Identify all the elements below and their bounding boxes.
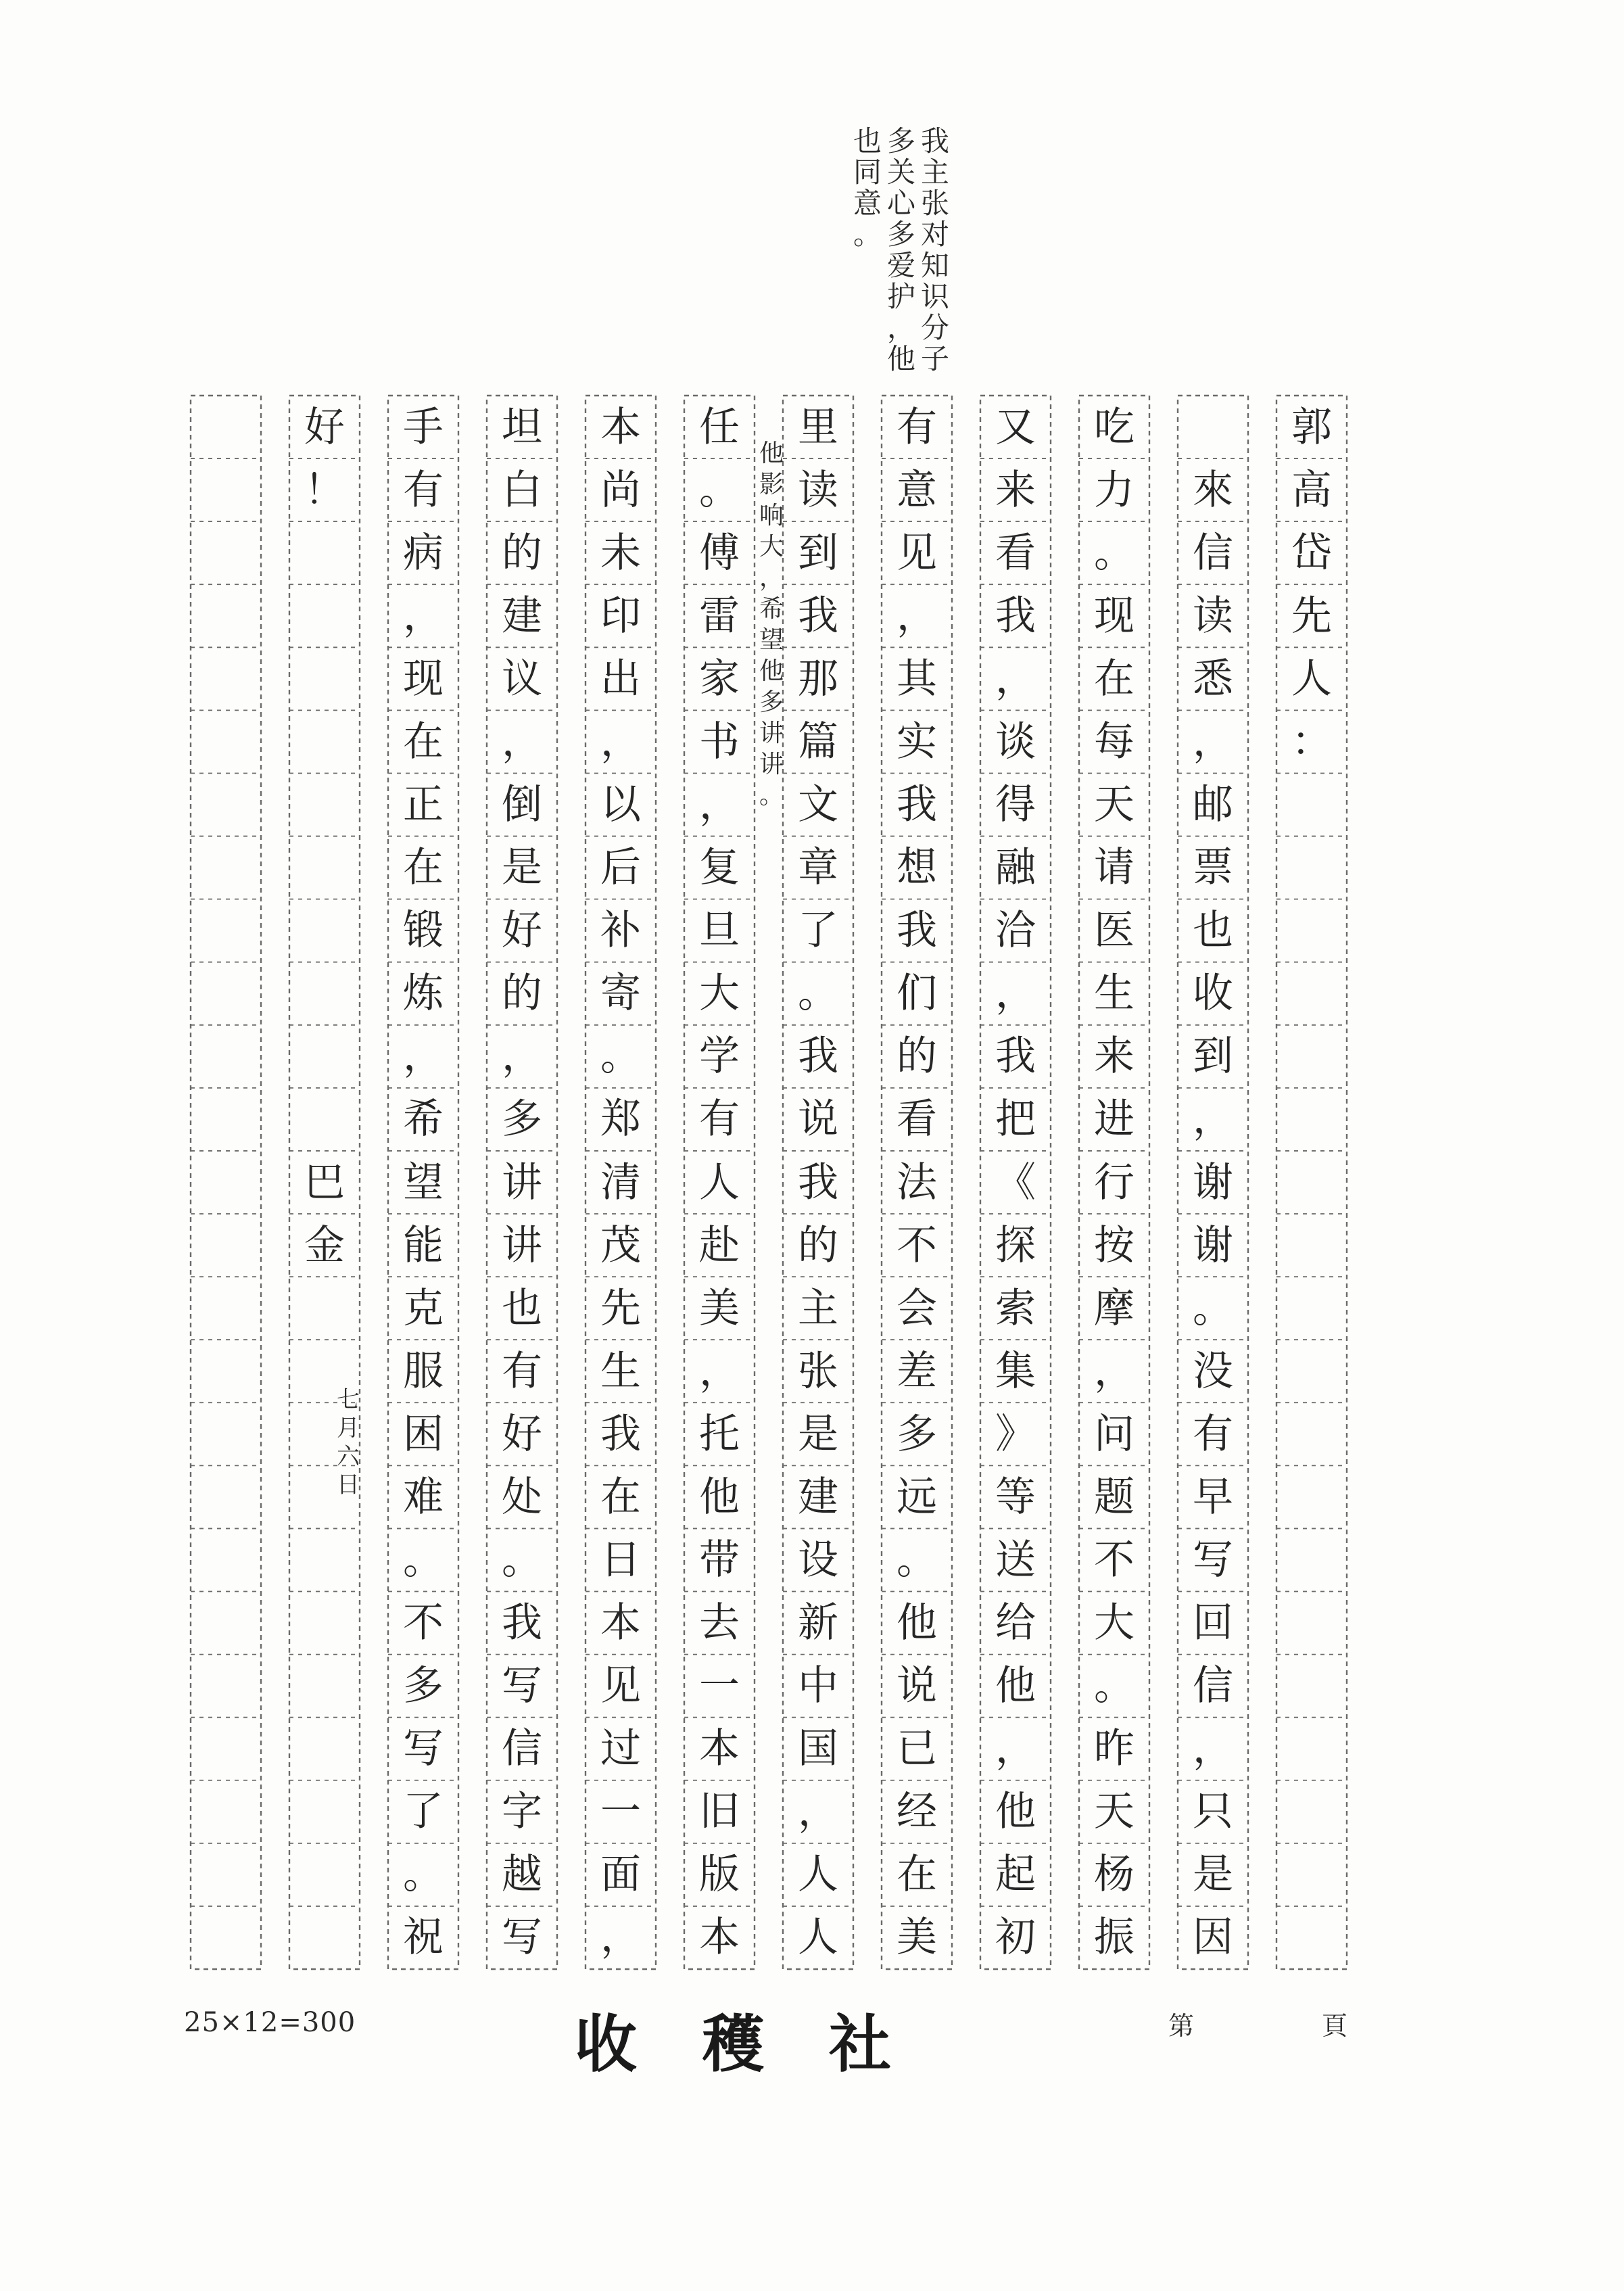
letter-glyph: 在 [897, 1851, 937, 1899]
letter-glyph: 多 [403, 1662, 444, 1710]
letter-glyph: 。 [1094, 529, 1135, 577]
letter-glyph: 在 [1094, 655, 1135, 703]
letter-glyph: 差 [897, 1347, 937, 1395]
letter-glyph: 已 [897, 1725, 937, 1773]
letter-glyph: 每 [1094, 717, 1135, 765]
letter-glyph: 生 [600, 1347, 641, 1395]
letter-glyph: 邮 [1193, 781, 1233, 829]
letter-glyph: 字 [502, 1788, 542, 1836]
letter-glyph: 一 [600, 1788, 641, 1836]
letter-glyph: 张 [798, 1347, 838, 1395]
note-glyph: 多 [886, 218, 915, 251]
letter-glyph: 那 [798, 655, 838, 703]
letter-glyph: 索 [995, 1284, 1036, 1332]
letter-glyph: 中 [798, 1662, 838, 1710]
letter-glyph: 处 [502, 1473, 542, 1521]
letter-glyph: 本 [699, 1914, 740, 1962]
letter-glyph: 洽 [995, 907, 1036, 955]
letter-glyph: ， [995, 970, 1036, 1018]
letter-glyph: 先 [1291, 592, 1332, 640]
letter-glyph: ， [995, 1725, 1036, 1773]
letter-glyph: 他 [995, 1788, 1036, 1836]
signature-glyph: 巴 [304, 1158, 345, 1206]
letter-glyph: 经 [897, 1788, 937, 1836]
letter-glyph: 写 [1193, 1536, 1233, 1584]
letter-glyph: 行 [1094, 1158, 1135, 1206]
letter-glyph: ， [502, 717, 542, 765]
letter-glyph: 我 [798, 1033, 838, 1081]
insertion-glyph: 他 [759, 657, 784, 685]
letter-glyph: 建 [798, 1473, 838, 1521]
letter-glyph: 克 [403, 1284, 444, 1332]
letter-glyph: 等 [995, 1473, 1036, 1521]
letter-glyph: 得 [995, 781, 1036, 829]
letter-glyph: 又 [995, 403, 1036, 451]
letter-glyph: 会 [897, 1284, 937, 1332]
letter-glyph: 困 [403, 1410, 444, 1458]
letter-glyph: 融 [995, 844, 1036, 892]
letter-glyph: 起 [995, 1851, 1036, 1899]
letter-glyph: 实 [897, 717, 937, 765]
letter-glyph: 多 [897, 1410, 937, 1458]
letter-glyph: 托 [699, 1410, 740, 1458]
letter-glyph: 到 [1193, 1033, 1233, 1081]
letter-glyph: 篇 [798, 717, 838, 765]
letter-glyph: 到 [798, 529, 838, 577]
letter-glyph: 未 [600, 529, 641, 577]
note-glyph: 分 [920, 311, 949, 344]
letter-glyph: 岱 [1291, 529, 1332, 577]
insertion-glyph: 希 [759, 595, 784, 623]
letter-glyph: 在 [600, 1473, 641, 1521]
insertion-glyph: 。 [759, 782, 784, 809]
letter-glyph: 收 [1193, 970, 1233, 1018]
letter-glyph: 旧 [699, 1788, 740, 1836]
letter-glyph: 把 [995, 1095, 1036, 1143]
letter-glyph: 我 [798, 1158, 838, 1206]
letter-glyph: 法 [897, 1158, 937, 1206]
letter-glyph: 来 [995, 466, 1036, 514]
letter-glyph: 集 [995, 1347, 1036, 1395]
letter-glyph: 带 [699, 1536, 740, 1584]
note-glyph: 张 [920, 187, 949, 220]
letter-glyph: 印 [600, 592, 641, 640]
letter-glyph: 难 [403, 1473, 444, 1521]
letter-glyph: 好 [304, 403, 345, 451]
letter-glyph: 信 [1193, 1662, 1233, 1710]
letter-glyph: 他 [995, 1662, 1036, 1710]
letter-glyph: 谈 [995, 717, 1036, 765]
letter-glyph: 没 [1193, 1347, 1233, 1395]
letter-glyph: 有 [403, 466, 444, 514]
letter-glyph: 见 [897, 529, 937, 577]
letter-glyph: 我 [600, 1410, 641, 1458]
letter-glyph: 人 [1291, 655, 1332, 703]
letter-glyph: 悉 [1193, 655, 1233, 703]
letter-glyph: 越 [502, 1851, 542, 1899]
letter-glyph: 只 [1193, 1788, 1233, 1836]
letter-glyph: 美 [897, 1914, 937, 1962]
letter-glyph: 读 [1193, 592, 1233, 640]
letter-glyph: 。 [1094, 1662, 1135, 1710]
letter-glyph: 家 [699, 655, 740, 703]
letter-glyph: 。 [403, 1851, 444, 1899]
letter-glyph: 生 [1094, 970, 1135, 1018]
letter-glyph: 炼 [403, 970, 444, 1018]
letter-glyph: 题 [1094, 1473, 1135, 1521]
letter-glyph: 送 [995, 1536, 1036, 1584]
note-glyph: 知 [920, 249, 949, 282]
letter-glyph: 大 [699, 970, 740, 1018]
letter-glyph: ， [699, 1347, 740, 1395]
letter-glyph: 振 [1094, 1914, 1135, 1962]
page-number-label: 第 [1168, 2011, 1195, 2041]
letter-glyph: 锻 [403, 907, 444, 955]
letter-glyph: ， [897, 592, 937, 640]
letter-glyph: 新 [798, 1599, 838, 1647]
letter-glyph: 服 [403, 1347, 444, 1395]
letter-glyph: 在 [403, 844, 444, 892]
note-glyph: 多 [886, 124, 915, 158]
letter-glyph: 按 [1094, 1221, 1135, 1269]
letter-glyph: 看 [995, 529, 1036, 577]
letter-glyph: 能 [403, 1221, 444, 1269]
note-glyph: 对 [920, 218, 949, 251]
date-glyph: 六 [337, 1443, 360, 1470]
letter-glyph: 先 [600, 1284, 641, 1332]
note-glyph: 也 [853, 124, 882, 158]
date-glyph: 七 [337, 1386, 360, 1413]
letter-glyph: 票 [1193, 844, 1233, 892]
note-glyph: 心 [886, 187, 915, 220]
letter-glyph: 本 [699, 1725, 740, 1773]
letter-glyph: 。 [1193, 1284, 1233, 1332]
letter-glyph: ， [1193, 1725, 1233, 1773]
letter-glyph: 出 [600, 655, 641, 703]
letter-glyph: ！ [304, 466, 345, 514]
letter-glyph: 版 [699, 1851, 740, 1899]
letter-glyph: 进 [1094, 1095, 1135, 1143]
letter-glyph: ： [1291, 717, 1332, 765]
letter-glyph: 我 [798, 592, 838, 640]
letter-glyph: 。 [403, 1536, 444, 1584]
letter-glyph: 郑 [600, 1095, 641, 1143]
letter-glyph: 我 [897, 907, 937, 955]
letter-glyph: ， [403, 592, 444, 640]
letter-glyph: 。 [897, 1536, 937, 1584]
letter-glyph: ， [403, 1033, 444, 1081]
letter-glyph: 医 [1094, 907, 1135, 955]
letter-glyph: ， [600, 717, 641, 765]
letter-glyph: 手 [403, 403, 444, 451]
letter-glyph: 郭 [1291, 403, 1332, 451]
letter-glyph: 来 [1094, 1033, 1135, 1081]
letter-glyph: 有 [502, 1347, 542, 1395]
signature-glyph: 金 [304, 1221, 345, 1269]
publisher-name: 收穫社 [575, 2008, 957, 2081]
letter-glyph: 本 [600, 403, 641, 451]
letter-glyph: 美 [699, 1284, 740, 1332]
letter-glyph: 是 [1193, 1851, 1233, 1899]
note-glyph: 爱 [886, 249, 915, 282]
letter-glyph: 吃 [1094, 403, 1135, 451]
letter-glyph: 坦 [502, 403, 542, 451]
letter-glyph: 学 [699, 1033, 740, 1081]
letter-glyph: 來 [1193, 466, 1233, 514]
letter-glyph: 谢 [1193, 1221, 1233, 1269]
grid-column [191, 396, 261, 1969]
note-glyph: 主 [920, 156, 949, 189]
letter-glyph: ， [1193, 717, 1233, 765]
letter-glyph: 信 [1193, 529, 1233, 577]
insertion-glyph: 他 [759, 440, 784, 467]
letter-glyph: 茂 [600, 1221, 641, 1269]
letter-glyph: 以 [600, 781, 641, 829]
letter-glyph: 人 [699, 1158, 740, 1206]
letter-glyph: 我 [995, 592, 1036, 640]
letter-glyph: ， [995, 655, 1036, 703]
letter-glyph: 天 [1094, 1788, 1135, 1836]
letter-glyph: 好 [502, 907, 542, 955]
letter-glyph: 是 [502, 844, 542, 892]
letter-glyph: 不 [1094, 1536, 1135, 1584]
note-glyph: ， [886, 311, 915, 344]
letter-glyph: 去 [699, 1599, 740, 1647]
letter-glyph: 的 [502, 970, 542, 1018]
note-glyph: 关 [886, 156, 915, 189]
letter-glyph: 初 [995, 1914, 1036, 1962]
letter-glyph: 见 [600, 1662, 641, 1710]
letter-glyph: 了 [798, 907, 838, 955]
letter-glyph: 章 [798, 844, 838, 892]
letter-glyph: 写 [502, 1914, 542, 1962]
letter-glyph: 过 [600, 1725, 641, 1773]
letter-glyph: 好 [502, 1410, 542, 1458]
letter-glyph: 里 [798, 403, 838, 451]
letter-glyph: 我 [502, 1599, 542, 1647]
letter-glyph: 说 [798, 1095, 838, 1143]
letter-glyph: 的 [798, 1221, 838, 1269]
letter-glyph: 尚 [600, 466, 641, 514]
letter-glyph: 讲 [502, 1158, 542, 1206]
letter-glyph: 书 [699, 717, 740, 765]
letter-glyph: 昨 [1094, 1725, 1135, 1773]
letter-glyph: 主 [798, 1284, 838, 1332]
letter-glyph: 杨 [1094, 1851, 1135, 1899]
letter-glyph: 们 [897, 970, 937, 1018]
letter-glyph: 说 [897, 1662, 937, 1710]
insertion-glyph: 多 [759, 688, 784, 716]
letter-glyph: 的 [897, 1033, 937, 1081]
letter-glyph: 议 [502, 655, 542, 703]
letter-glyph: 讲 [502, 1221, 542, 1269]
letter-glyph: 探 [995, 1221, 1036, 1269]
letter-glyph: 的 [502, 529, 542, 577]
letter-glyph: 也 [1193, 907, 1233, 955]
letter-glyph: 高 [1291, 466, 1332, 514]
letter-glyph: 国 [798, 1725, 838, 1773]
letter-glyph: 一 [699, 1662, 740, 1710]
letter-glyph: ， [798, 1788, 838, 1836]
grid-size-label: 25×12=300 [184, 2007, 356, 2038]
letter-glyph: 现 [1094, 592, 1135, 640]
letter-glyph: ， [699, 781, 740, 829]
letter-glyph: 旦 [699, 907, 740, 955]
letter-glyph: 现 [403, 655, 444, 703]
letter-glyph: 大 [1094, 1599, 1135, 1647]
letter-glyph: 寄 [600, 970, 641, 1018]
letter-glyph: 早 [1193, 1473, 1233, 1521]
letter-glyph: 其 [897, 655, 937, 703]
insertion-glyph: 影 [759, 471, 784, 498]
letter-glyph: ， [600, 1914, 641, 1962]
letter-glyph: 信 [502, 1725, 542, 1773]
letter-glyph: 是 [798, 1410, 838, 1458]
letter-glyph: 了 [403, 1788, 444, 1836]
letter-glyph: 望 [403, 1158, 444, 1206]
letter-glyph: 面 [600, 1851, 641, 1899]
letter-glyph: 他 [699, 1473, 740, 1521]
letter-glyph: 读 [798, 466, 838, 514]
letter-glyph: 远 [897, 1473, 937, 1521]
insertion-glyph: 大 [759, 533, 784, 561]
letter-glyph: 。 [600, 1033, 641, 1081]
letter-glyph: ， [1094, 1347, 1135, 1395]
letter-glyph: 请 [1094, 844, 1135, 892]
letter-glyph: 不 [897, 1221, 937, 1269]
letter-glyph: 看 [897, 1095, 937, 1143]
letter-glyph: 正 [403, 781, 444, 829]
letter-glyph: 不 [403, 1599, 444, 1647]
letter-glyph: 后 [600, 844, 641, 892]
letter-glyph: 补 [600, 907, 641, 955]
insertion-glyph: 讲 [759, 719, 784, 747]
letter-glyph: 他 [897, 1599, 937, 1647]
insertion-glyph: 望 [759, 626, 784, 654]
letter-glyph: 《 [995, 1158, 1036, 1206]
letter-glyph: 问 [1094, 1410, 1135, 1458]
letter-glyph: 希 [403, 1095, 444, 1143]
letter-glyph: 力 [1094, 466, 1135, 514]
letter-glyph: 。 [699, 466, 740, 514]
letter-glyph: 日 [600, 1536, 641, 1584]
letter-glyph: 人 [798, 1914, 838, 1962]
note-glyph: 同 [853, 156, 882, 189]
letter-glyph: 写 [502, 1662, 542, 1710]
letter-glyph: 有 [1193, 1410, 1233, 1458]
date-glyph: 日 [337, 1471, 360, 1498]
letter-glyph: 写 [403, 1725, 444, 1773]
letter-glyph: 有 [699, 1095, 740, 1143]
insertion-glyph: 响 [759, 502, 784, 529]
letter-glyph: 我 [897, 781, 937, 829]
letter-glyph: 给 [995, 1599, 1036, 1647]
letter-glyph: 复 [699, 844, 740, 892]
letter-glyph: 回 [1193, 1599, 1233, 1647]
note-glyph: 他 [886, 342, 915, 375]
letter-glyph: 设 [798, 1536, 838, 1584]
letter-glyph: 有 [897, 403, 937, 451]
note-glyph: 意 [853, 187, 882, 220]
letter-glyph: 在 [403, 717, 444, 765]
insertion-glyph: ， [759, 564, 784, 592]
letter-glyph: ， [1193, 1095, 1233, 1143]
letter-glyph [1179, 400, 1247, 455]
letter-glyph: 摩 [1094, 1284, 1135, 1332]
note-glyph: 识 [920, 280, 949, 313]
letter-glyph: 任 [699, 403, 740, 451]
note-glyph: 护 [886, 280, 915, 313]
letter-glyph: 清 [600, 1158, 641, 1206]
letter-glyph: 我 [995, 1033, 1036, 1081]
note-glyph: 。 [853, 218, 882, 251]
letter-glyph: 建 [502, 592, 542, 640]
letter-glyph: 想 [897, 844, 937, 892]
letter-glyph: 。 [502, 1536, 542, 1584]
letter-glyph: 意 [897, 466, 937, 514]
letter-glyph: 谢 [1193, 1158, 1233, 1206]
letter-glyph: 》 [995, 1410, 1036, 1458]
letter-glyph: 因 [1193, 1914, 1233, 1962]
letter-glyph: 。 [798, 970, 838, 1018]
letter-glyph: 也 [502, 1284, 542, 1332]
letter-glyph: 祝 [403, 1914, 444, 1962]
letter-glyph: 本 [600, 1599, 641, 1647]
letter-glyph: 白 [502, 466, 542, 514]
insertion-glyph: 讲 [759, 751, 784, 778]
letter-glyph: 傅 [699, 529, 740, 577]
letter-glyph: 病 [403, 529, 444, 577]
letter-glyph: 雷 [699, 592, 740, 640]
letter-glyph: 人 [798, 1851, 838, 1899]
note-glyph: 我 [920, 124, 949, 158]
letter-glyph: 天 [1094, 781, 1135, 829]
letter-glyph: 多 [502, 1095, 542, 1143]
letter-glyph: 文 [798, 781, 838, 829]
letter-glyph: 赴 [699, 1221, 740, 1269]
page-number-suffix: 頁 [1322, 2011, 1348, 2041]
letter-glyph: 倒 [502, 781, 542, 829]
letter-glyph: ， [502, 1033, 542, 1081]
date-glyph: 月 [337, 1415, 360, 1442]
note-glyph: 子 [920, 342, 949, 375]
